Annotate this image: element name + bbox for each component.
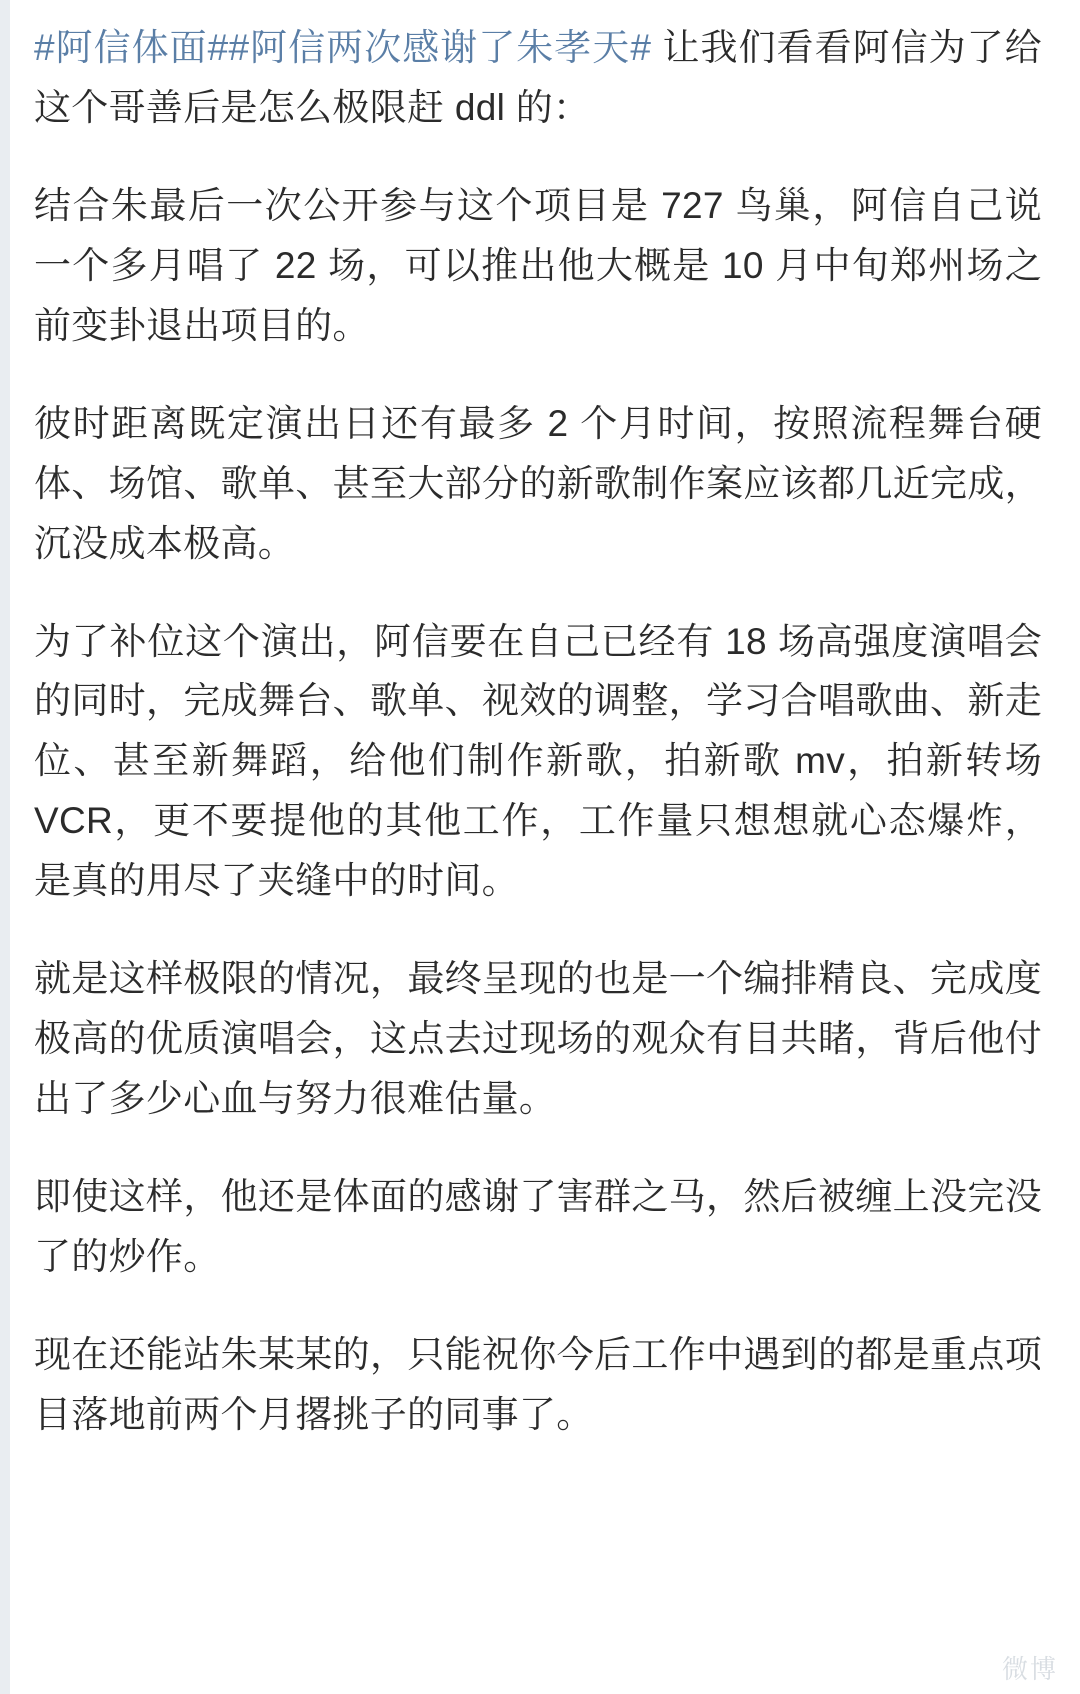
intro-text: 让我们看看阿信为了给这个哥善后是怎么极限赶 ddl 的：	[34, 27, 1042, 128]
paragraph-5: 即使这样，他还是体面的感谢了害群之马，然后被缠上没完没了的炒作。	[34, 1176, 1042, 1277]
paragraph-6: 现在还能站朱某某的，只能祝你今后工作中遇到的都是重点项目落地前两个月撂挑子的同事了。	[34, 1333, 1042, 1435]
paragraph-intro	[34, 18, 1042, 138]
paragraph-4: 就是这样极限的情况，最终呈现的也是一个编排精良、完成度极高的优质演唱会，这点去过现场的观众有目共睹，背后他付出了多少心血与努力很难估量。	[34, 958, 1042, 1120]
paragraph-1: 结合朱最后一次公开参与这个项目是 727 鸟巢，阿信自己说一个多月唱了 22 场，可以推出他大概是 10 月中旬郑州场之前变卦退出项目的。	[34, 184, 1042, 346]
paragraph-3: 为了补位这个演出，阿信要在自己已经有 18 场高强度演唱会的同时，完成舞台、歌单、视效的调整，学习合唱歌曲、新走位、甚至新舞蹈，给他们制作新歌，拍新歌 mv，拍新转场 VCR，更不要提他的其他工作，工作量只想想就心态爆炸，是真的用尽了夹缝中的时间。	[34, 620, 1053, 902]
watermark-label: 微博	[1001, 1654, 1058, 1684]
paragraph-2: 彼时距离既定演出日还有最多 2 个月时间，按照流程舞台硬体、场馆、歌单、甚至大部分的新歌制作案应该都几近完成，沉没成本极高。	[34, 402, 1042, 564]
post-body	[34, 18, 1053, 1445]
hashtag-link-1[interactable]: #阿信体面#	[34, 27, 229, 68]
hashtag-link-2[interactable]: #阿信两次感谢了朱孝天#	[228, 27, 652, 68]
left-edge-strip	[0, 0, 10, 1694]
